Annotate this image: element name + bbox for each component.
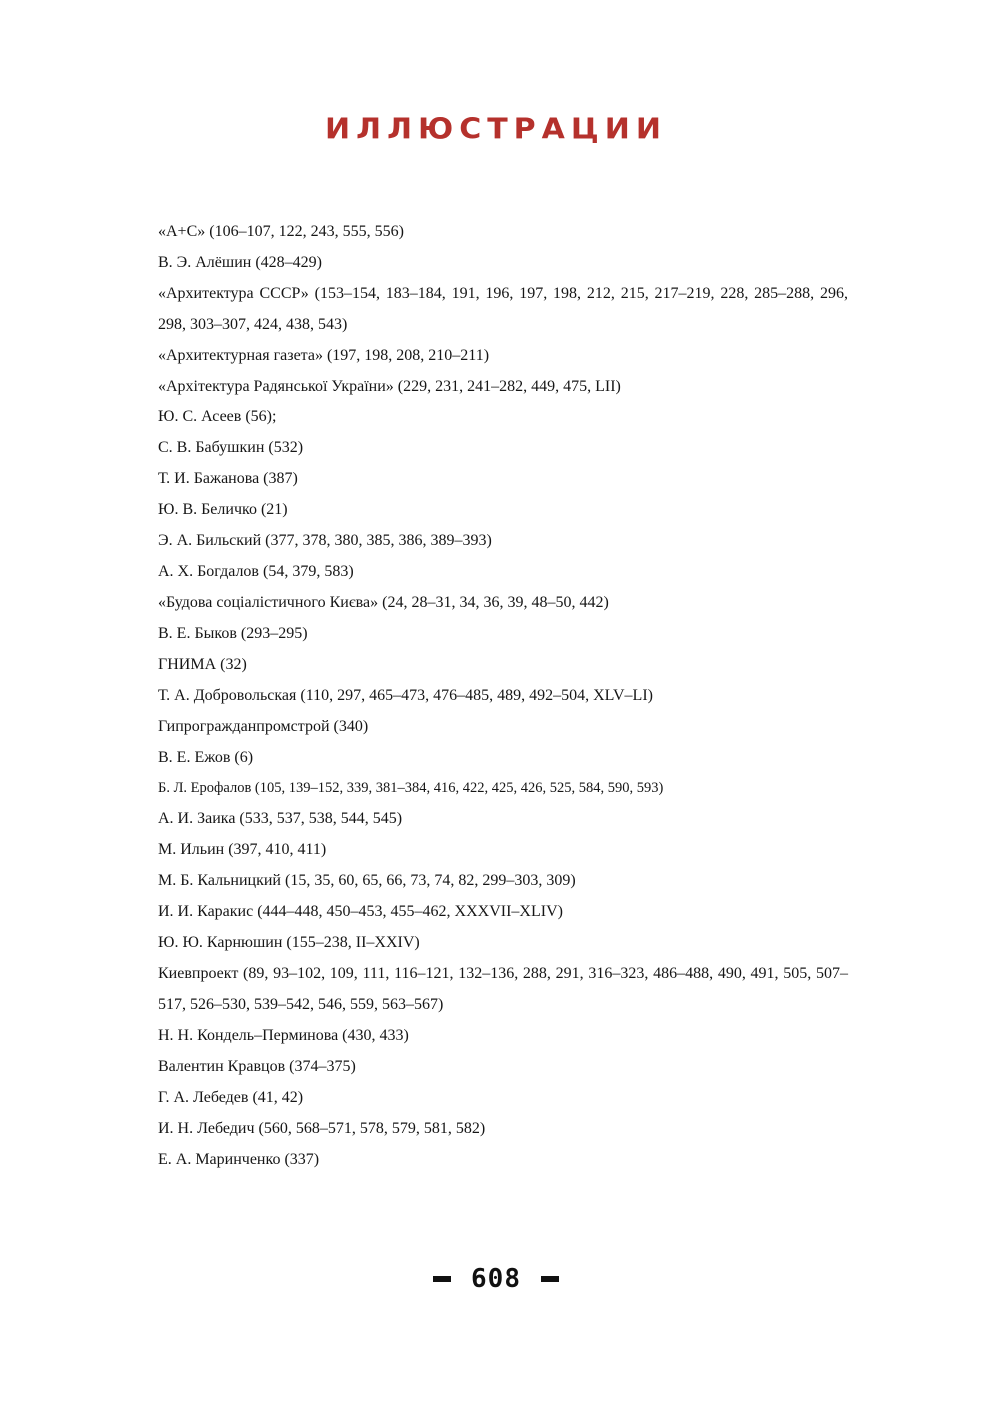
page-footer	[0, 1262, 992, 1296]
list-item: Т. И. Бажанова (387)	[158, 470, 298, 487]
list-item: М. Б. Кальницкий (15, 35, 60, 65, 66, 73, 74, 82, 299–303, 309)	[158, 872, 576, 889]
page-title: ИЛЛЮСТРАЦИИ	[325, 112, 667, 147]
list-item: Ю. В. Беличко (21)	[158, 501, 288, 518]
list-item: Валентин Кравцов (374–375)	[158, 1058, 356, 1075]
list-item: С. В. Бабушкин (532)	[158, 439, 304, 456]
list-item: А. Х. Богдалов (54, 379, 583)	[158, 563, 354, 580]
list-item: В. Е. Быков (293–295)	[158, 625, 308, 642]
list-item: И. Н. Лебедич (560, 568–571, 578, 579, 581, 582)	[158, 1120, 486, 1137]
list-item: Е. А. Маринченко (337)	[158, 1151, 320, 1168]
list-item: Э. А. Бильский (377, 378, 380, 385, 386, 389–393)	[158, 532, 492, 549]
list-item: Т. А. Добровольская (110, 297, 465–473, 476–485, 489, 492–504, XLV–LI)	[158, 687, 653, 704]
footer-dash-left	[433, 1276, 451, 1282]
list-item: Гипрогражданпромстрой (340)	[158, 718, 369, 735]
page-number: 608	[471, 1264, 521, 1294]
footer-dash-right	[541, 1276, 559, 1282]
list-item: А. И. Заика (533, 537, 538, 544, 545)	[158, 810, 403, 827]
list-item: «Архитектурная газета» (197, 198, 208, 210–211)	[158, 347, 490, 364]
list-item: «Архитектура СССР» (153–154, 183–184, 191, 196, 197, 198, 212, 215, 217–219, 228, 285–288, 296, 298, 303–307, 424, 438, 543)	[158, 285, 848, 333]
illustration-credits-list	[158, 216, 848, 1175]
list-item: Киевпроект (89, 93–102, 109, 111, 116–121, 132–136, 288, 291, 316–323, 486–488, 490, 491, 505, 507–517, 526–530, 539–542, 546, 559, 563–567)	[158, 965, 848, 1013]
list-item: И. И. Каракис (444–448, 450–453, 455–462, XXXVII–XLIV)	[158, 903, 563, 920]
list-item: ГНИМА (32)	[158, 656, 247, 673]
list-item: «А+С» (106–107, 122, 243, 555, 556)	[158, 223, 404, 240]
list-item: Б. Л. Ерофалов (105, 139–152, 339, 381–384, 416, 422, 425, 426, 525, 584, 590, 593)	[158, 780, 664, 796]
list-item: «Архітектура Радянської України» (229, 231, 241–282, 449, 475, LII)	[158, 378, 621, 395]
list-item: М. Ильин (397, 410, 411)	[158, 841, 327, 858]
list-item: «Будова соціалістичного Києва» (24, 28–31, 34, 36, 39, 48–50, 442)	[158, 594, 609, 611]
list-item: Ю. Ю. Карнюшин (155–238, II–XXIV)	[158, 934, 420, 951]
list-item: Ю. С. Асеев (56);	[158, 408, 277, 425]
list-item: В. Э. Алёшин (428–429)	[158, 254, 322, 271]
list-item: Г. А. Лебедев (41, 42)	[158, 1089, 304, 1106]
list-item: В. Е. Ежов (6)	[158, 749, 254, 766]
list-item: Н. Н. Кондель–Перминова (430, 433)	[158, 1027, 409, 1044]
